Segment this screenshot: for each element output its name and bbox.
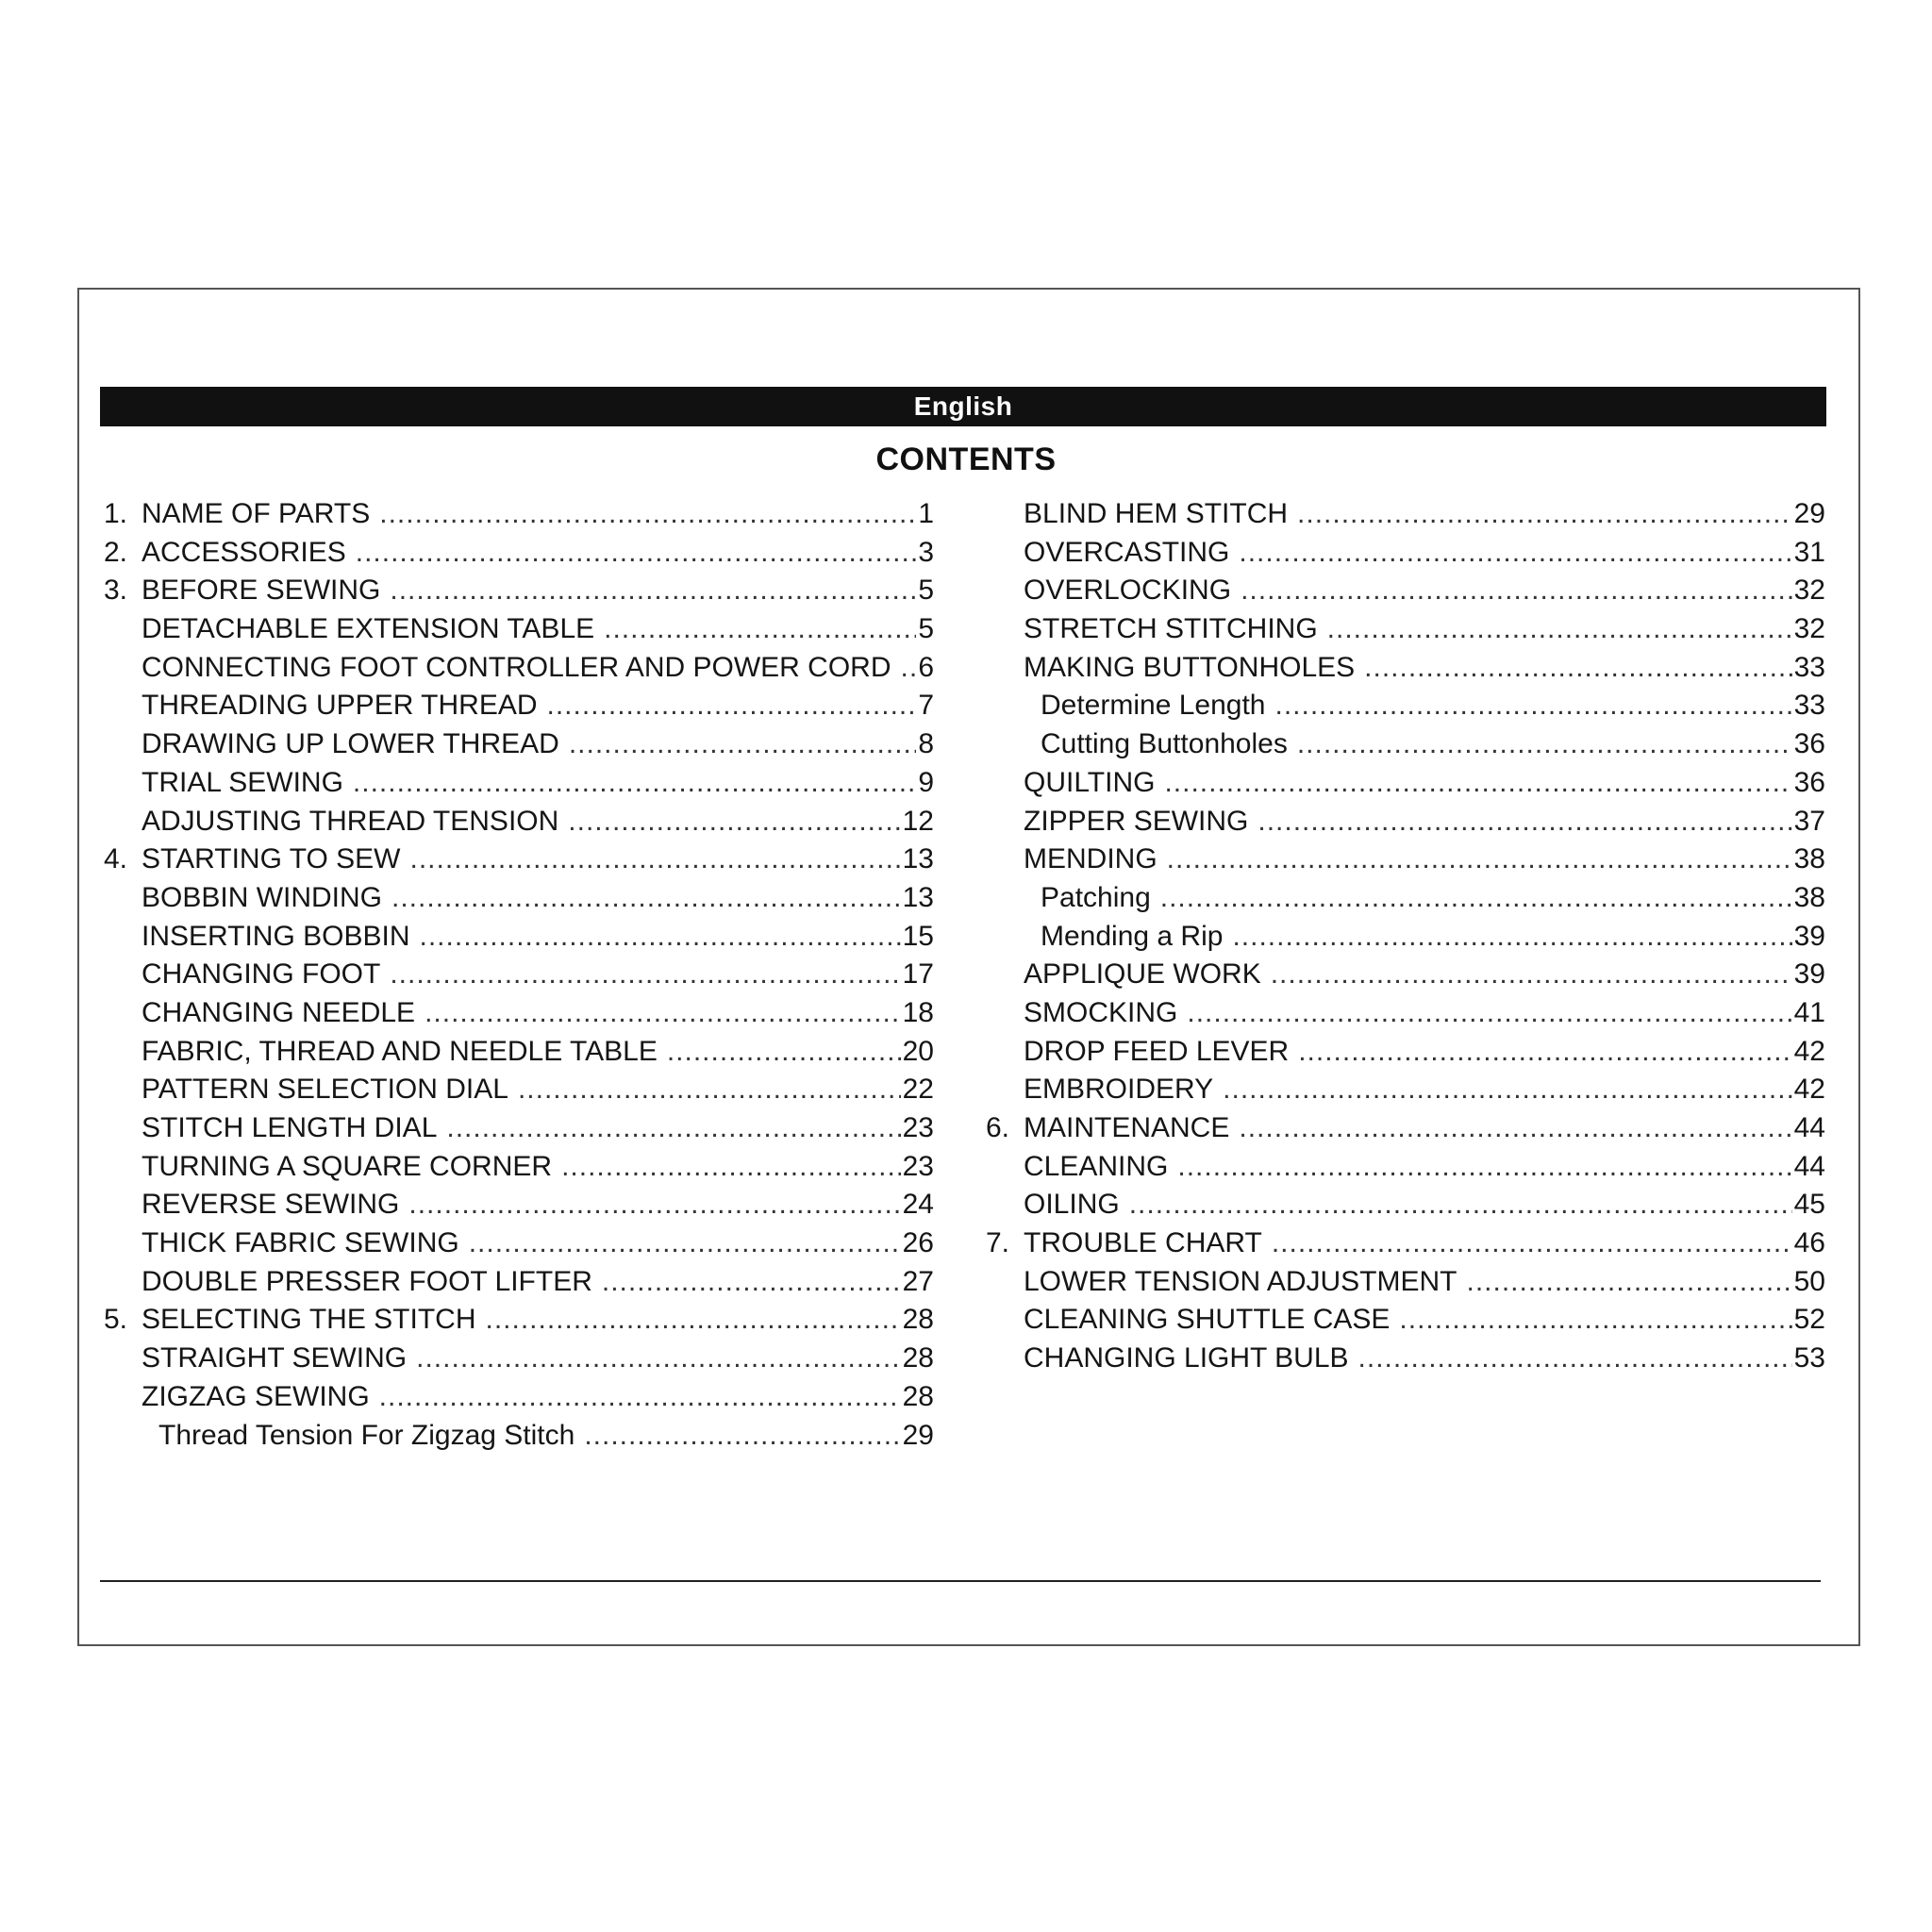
toc-dot-leader bbox=[584, 1420, 900, 1452]
toc-entry-page: 22 bbox=[902, 1074, 934, 1106]
toc-dot-leader bbox=[408, 1189, 900, 1221]
toc-entry-label: ADJUSTING THREAD TENSION bbox=[142, 805, 559, 837]
toc-entry-label: TRIAL SEWING bbox=[142, 766, 343, 798]
toc-entry bbox=[986, 921, 1825, 959]
toc-dot-leader bbox=[1327, 613, 1792, 645]
toc-entry bbox=[104, 958, 934, 997]
toc-dot-leader bbox=[425, 997, 901, 1029]
toc-entry bbox=[986, 652, 1825, 691]
toc-dot-leader bbox=[1364, 652, 1791, 684]
toc-entry bbox=[104, 1381, 934, 1420]
toc-dot-leader bbox=[409, 843, 900, 875]
toc-dot-leader bbox=[1129, 1189, 1792, 1221]
toc-dot-leader bbox=[420, 921, 901, 953]
toc-entry-number: 1. bbox=[104, 498, 128, 529]
toc-entry bbox=[104, 652, 934, 691]
toc-entry bbox=[104, 882, 934, 921]
toc-entry-page: 31 bbox=[1793, 536, 1825, 568]
toc-entry-number: 2. bbox=[104, 536, 128, 568]
toc-entry bbox=[104, 498, 934, 537]
toc-entry-page: 42 bbox=[1793, 1074, 1825, 1106]
toc-entry-label: ZIGZAG SEWING bbox=[142, 1380, 370, 1412]
toc-entry-page: 20 bbox=[902, 1035, 934, 1067]
toc-entry bbox=[986, 690, 1825, 728]
toc-entry bbox=[986, 767, 1825, 806]
toc-entry-number: 7. bbox=[986, 1227, 1010, 1259]
toc-dot-leader bbox=[379, 1381, 901, 1413]
toc-entry-page: 23 bbox=[902, 1112, 934, 1143]
toc-dot-leader bbox=[1274, 690, 1791, 722]
toc-entry bbox=[986, 1036, 1825, 1074]
toc-left-column bbox=[104, 498, 934, 1457]
toc-entry-label: MENDING bbox=[1024, 843, 1158, 875]
toc-entry-page: 7 bbox=[918, 690, 934, 722]
toc-dot-leader bbox=[446, 1112, 900, 1144]
language-header-bar: English bbox=[100, 387, 1826, 426]
toc-entry-page: 52 bbox=[1793, 1304, 1825, 1336]
toc-entry bbox=[986, 1151, 1825, 1190]
toc-entry-page: 32 bbox=[1793, 575, 1825, 607]
toc-entry-label: APPLIQUE WORK bbox=[1024, 958, 1261, 991]
toc-entry-page: 36 bbox=[1793, 728, 1825, 760]
toc-entry bbox=[986, 1266, 1825, 1305]
page-title: CONTENTS bbox=[875, 441, 1057, 477]
toc-entry-page: 38 bbox=[1793, 843, 1825, 875]
toc-entry bbox=[986, 1304, 1825, 1342]
toc-entry-page: 32 bbox=[1793, 613, 1825, 645]
toc-entry-label: MAINTENANCE bbox=[1024, 1112, 1230, 1143]
toc-entry-page: 27 bbox=[902, 1265, 934, 1297]
toc-dot-leader bbox=[1358, 1342, 1792, 1374]
toc-entry bbox=[986, 1227, 1825, 1266]
toc-entry-label: STARTING TO SEW bbox=[142, 843, 401, 875]
toc-entry-label: CHANGING LIGHT BULB bbox=[1024, 1342, 1349, 1374]
toc-entry-page: 17 bbox=[902, 958, 934, 991]
toc-entry bbox=[986, 958, 1825, 997]
toc-entry-page: 6 bbox=[918, 651, 934, 683]
toc-entry-page: 37 bbox=[1793, 805, 1825, 837]
toc-entry-page: 12 bbox=[902, 805, 934, 837]
toc-dot-leader bbox=[561, 1151, 901, 1183]
toc-entry bbox=[104, 1304, 934, 1342]
toc-entry-label: TROUBLE CHART bbox=[1024, 1227, 1262, 1259]
toc-entry-number: 3. bbox=[104, 575, 128, 607]
toc-entry-label: NAME OF PARTS bbox=[142, 498, 371, 529]
toc-entry bbox=[104, 728, 934, 767]
toc-dot-leader bbox=[1239, 1112, 1791, 1144]
toc-entry-page: 36 bbox=[1793, 766, 1825, 798]
toc-dot-leader bbox=[1257, 806, 1791, 838]
toc-entry-label: PATTERN SELECTION DIAL bbox=[142, 1074, 508, 1106]
toc-entry-label: STRAIGHT SEWING bbox=[142, 1342, 408, 1374]
toc-entry bbox=[104, 690, 934, 728]
toc-entry-label: ACCESSORIES bbox=[142, 536, 346, 568]
toc-entry-label: DETACHABLE EXTENSION TABLE bbox=[142, 613, 595, 645]
toc-entry bbox=[104, 806, 934, 844]
bottom-divider bbox=[100, 1580, 1821, 1582]
toc-entry bbox=[104, 1189, 934, 1227]
toc-entry-label: INSERTING BOBBIN bbox=[142, 920, 410, 952]
toc-entry-page: 44 bbox=[1793, 1150, 1825, 1182]
toc-entry bbox=[986, 882, 1825, 921]
toc-entry-label: DOUBLE PRESSER FOOT LIFTER bbox=[142, 1265, 592, 1297]
toc-entry bbox=[104, 1036, 934, 1074]
toc-dot-leader bbox=[390, 575, 916, 607]
toc-dot-leader bbox=[602, 1266, 901, 1298]
toc-entry bbox=[104, 1342, 934, 1381]
toc-entry-label: FABRIC, THREAD AND NEEDLE TABLE bbox=[142, 1035, 658, 1067]
toc-entry bbox=[986, 728, 1825, 767]
toc-dot-leader bbox=[569, 728, 916, 760]
toc-entry-page: 53 bbox=[1793, 1342, 1825, 1374]
toc-dot-leader bbox=[547, 690, 917, 722]
toc-entry-page: 28 bbox=[902, 1380, 934, 1412]
toc-entry bbox=[986, 1189, 1825, 1227]
toc-dot-leader bbox=[1297, 728, 1792, 760]
toc-dot-leader bbox=[391, 882, 901, 914]
toc-entry-label: CHANGING NEEDLE bbox=[142, 996, 416, 1028]
toc-entry bbox=[104, 575, 934, 613]
toc-entry-label: CHANGING FOOT bbox=[142, 958, 381, 991]
toc-dot-leader bbox=[1223, 1074, 1791, 1106]
toc-dot-leader bbox=[1239, 537, 1791, 569]
toc-dot-leader bbox=[1467, 1266, 1792, 1298]
toc-entry-page: 39 bbox=[1793, 958, 1825, 991]
toc-entry-label: Cutting Buttonholes bbox=[1041, 728, 1288, 760]
toc-dot-leader bbox=[1272, 1227, 1792, 1259]
toc-entry bbox=[986, 997, 1825, 1036]
toc-entry-page: 13 bbox=[902, 843, 934, 875]
toc-entry-page: 5 bbox=[918, 575, 934, 607]
toc-dot-leader bbox=[1241, 575, 1792, 607]
toc-entry-label: THREADING UPPER THREAD bbox=[142, 690, 538, 722]
toc-entry-page: 8 bbox=[918, 728, 934, 760]
toc-dot-leader bbox=[518, 1074, 901, 1106]
toc-entry-label: STRETCH STITCHING bbox=[1024, 613, 1318, 645]
toc-dot-leader bbox=[1271, 958, 1792, 991]
toc-entry-label: OILING bbox=[1024, 1189, 1120, 1221]
toc-entry bbox=[986, 1342, 1825, 1381]
toc-entry bbox=[104, 1112, 934, 1151]
toc-entry-page: 50 bbox=[1793, 1265, 1825, 1297]
toc-entry-number: 5. bbox=[104, 1304, 128, 1336]
toc-entry-page: 39 bbox=[1793, 920, 1825, 952]
toc-entry-page: 1 bbox=[918, 498, 934, 529]
toc-dot-leader bbox=[353, 767, 916, 799]
toc-entry bbox=[986, 575, 1825, 613]
toc-entry-label: CLEANING bbox=[1024, 1150, 1169, 1182]
toc-entry-label: Mending a Rip bbox=[1041, 920, 1224, 952]
toc-entry bbox=[104, 767, 934, 806]
toc-entry-page: 41 bbox=[1793, 996, 1825, 1028]
toc-entry-page: 24 bbox=[902, 1189, 934, 1221]
toc-entry bbox=[986, 613, 1825, 652]
toc-entry bbox=[104, 1151, 934, 1190]
toc-entry-page: 44 bbox=[1793, 1112, 1825, 1143]
toc-entry bbox=[104, 1227, 934, 1266]
toc-entry-page: 3 bbox=[918, 536, 934, 568]
toc-dot-leader bbox=[1160, 882, 1792, 914]
toc-entry bbox=[986, 498, 1825, 537]
toc-entry-label: EMBROIDERY bbox=[1024, 1074, 1214, 1106]
toc-entry-label: STITCH LENGTH DIAL bbox=[142, 1112, 438, 1143]
toc-entry bbox=[104, 613, 934, 652]
toc-right-column bbox=[986, 498, 1825, 1381]
toc-dot-leader bbox=[1298, 1036, 1791, 1068]
toc-dot-leader bbox=[486, 1304, 901, 1336]
toc-entry-label: THICK FABRIC SEWING bbox=[142, 1227, 459, 1259]
toc-entry-page: 33 bbox=[1793, 651, 1825, 683]
toc-entry-page: 18 bbox=[902, 996, 934, 1028]
toc-entry-page: 13 bbox=[902, 881, 934, 913]
toc-entry bbox=[104, 1420, 934, 1458]
toc-entry-label: DROP FEED LEVER bbox=[1024, 1035, 1290, 1067]
toc-entry bbox=[104, 843, 934, 882]
toc-entry bbox=[104, 921, 934, 959]
toc-entry-page: 29 bbox=[1793, 498, 1825, 529]
toc-entry-label: TURNING A SQUARE CORNER bbox=[142, 1150, 553, 1182]
toc-entry-label: SMOCKING bbox=[1024, 996, 1178, 1028]
toc-entry-label: BEFORE SEWING bbox=[142, 575, 381, 607]
toc-entry-page: 33 bbox=[1793, 690, 1825, 722]
toc-dot-leader bbox=[1187, 997, 1791, 1029]
toc-entry-page: 9 bbox=[918, 766, 934, 798]
toc-dot-leader bbox=[356, 537, 917, 569]
toc-entry-label: Thread Tension For Zigzag Stitch bbox=[158, 1419, 575, 1451]
toc-dot-leader bbox=[901, 652, 917, 684]
toc-entry-label: MAKING BUTTONHOLES bbox=[1024, 651, 1356, 683]
toc-dot-leader bbox=[1167, 843, 1792, 875]
toc-entry-label: CONNECTING FOOT CONTROLLER AND POWER CORD bbox=[142, 651, 891, 683]
toc-dot-leader bbox=[568, 806, 900, 838]
toc-dot-leader bbox=[379, 498, 916, 530]
toc-dot-leader bbox=[667, 1036, 901, 1068]
toc-entry bbox=[104, 537, 934, 575]
toc-entry bbox=[104, 1266, 934, 1305]
toc-dot-leader bbox=[1232, 921, 1791, 953]
toc-entry bbox=[986, 843, 1825, 882]
toc-entry-number: 4. bbox=[104, 843, 128, 875]
toc-entry-label: LOWER TENSION ADJUSTMENT bbox=[1024, 1265, 1457, 1297]
toc-entry-label: ZIPPER SEWING bbox=[1024, 805, 1249, 837]
toc-entry-page: 45 bbox=[1793, 1189, 1825, 1221]
toc-entry-page: 28 bbox=[902, 1304, 934, 1336]
toc-entry-label: SELECTING THE STITCH bbox=[142, 1304, 476, 1336]
toc-entry-page: 46 bbox=[1793, 1227, 1825, 1259]
toc-dot-leader bbox=[390, 958, 900, 991]
toc-entry bbox=[986, 537, 1825, 575]
toc-entry-page: 29 bbox=[902, 1419, 934, 1451]
toc-entry-page: 26 bbox=[902, 1227, 934, 1259]
toc-entry-label: OVERLOCKING bbox=[1024, 575, 1232, 607]
toc-entry-page: 15 bbox=[902, 920, 934, 952]
toc-dot-leader bbox=[416, 1342, 900, 1374]
toc-entry-label: CLEANING SHUTTLE CASE bbox=[1024, 1304, 1391, 1336]
toc-entry-label: Determine Length bbox=[1041, 690, 1266, 722]
toc-entry-label: BOBBIN WINDING bbox=[142, 881, 383, 913]
toc-dot-leader bbox=[604, 613, 916, 645]
toc-entry bbox=[986, 1112, 1825, 1151]
toc-entry-label: REVERSE SEWING bbox=[142, 1189, 400, 1221]
toc-entry-page: 38 bbox=[1793, 881, 1825, 913]
toc-entry bbox=[104, 1074, 934, 1112]
toc-entry bbox=[104, 997, 934, 1036]
toc-dot-leader bbox=[1164, 767, 1791, 799]
toc-entry bbox=[986, 1074, 1825, 1112]
toc-entry-label: OVERCASTING bbox=[1024, 536, 1230, 568]
toc-dot-leader bbox=[1297, 498, 1792, 530]
toc-entry-label: QUILTING bbox=[1024, 766, 1156, 798]
toc-entry-label: Patching bbox=[1041, 881, 1151, 913]
toc-entry bbox=[986, 806, 1825, 844]
toc-entry-label: DRAWING UP LOWER THREAD bbox=[142, 728, 559, 760]
toc-entry-number: 6. bbox=[986, 1112, 1010, 1143]
toc-entry-label: BLIND HEM STITCH bbox=[1024, 498, 1289, 529]
toc-dot-leader bbox=[1399, 1304, 1791, 1336]
toc-entry-page: 23 bbox=[902, 1150, 934, 1182]
toc-entry-page: 28 bbox=[902, 1342, 934, 1374]
toc-entry-page: 42 bbox=[1793, 1035, 1825, 1067]
toc-dot-leader bbox=[469, 1227, 901, 1259]
toc-entry-page: 5 bbox=[918, 613, 934, 645]
toc-dot-leader bbox=[1177, 1151, 1791, 1183]
